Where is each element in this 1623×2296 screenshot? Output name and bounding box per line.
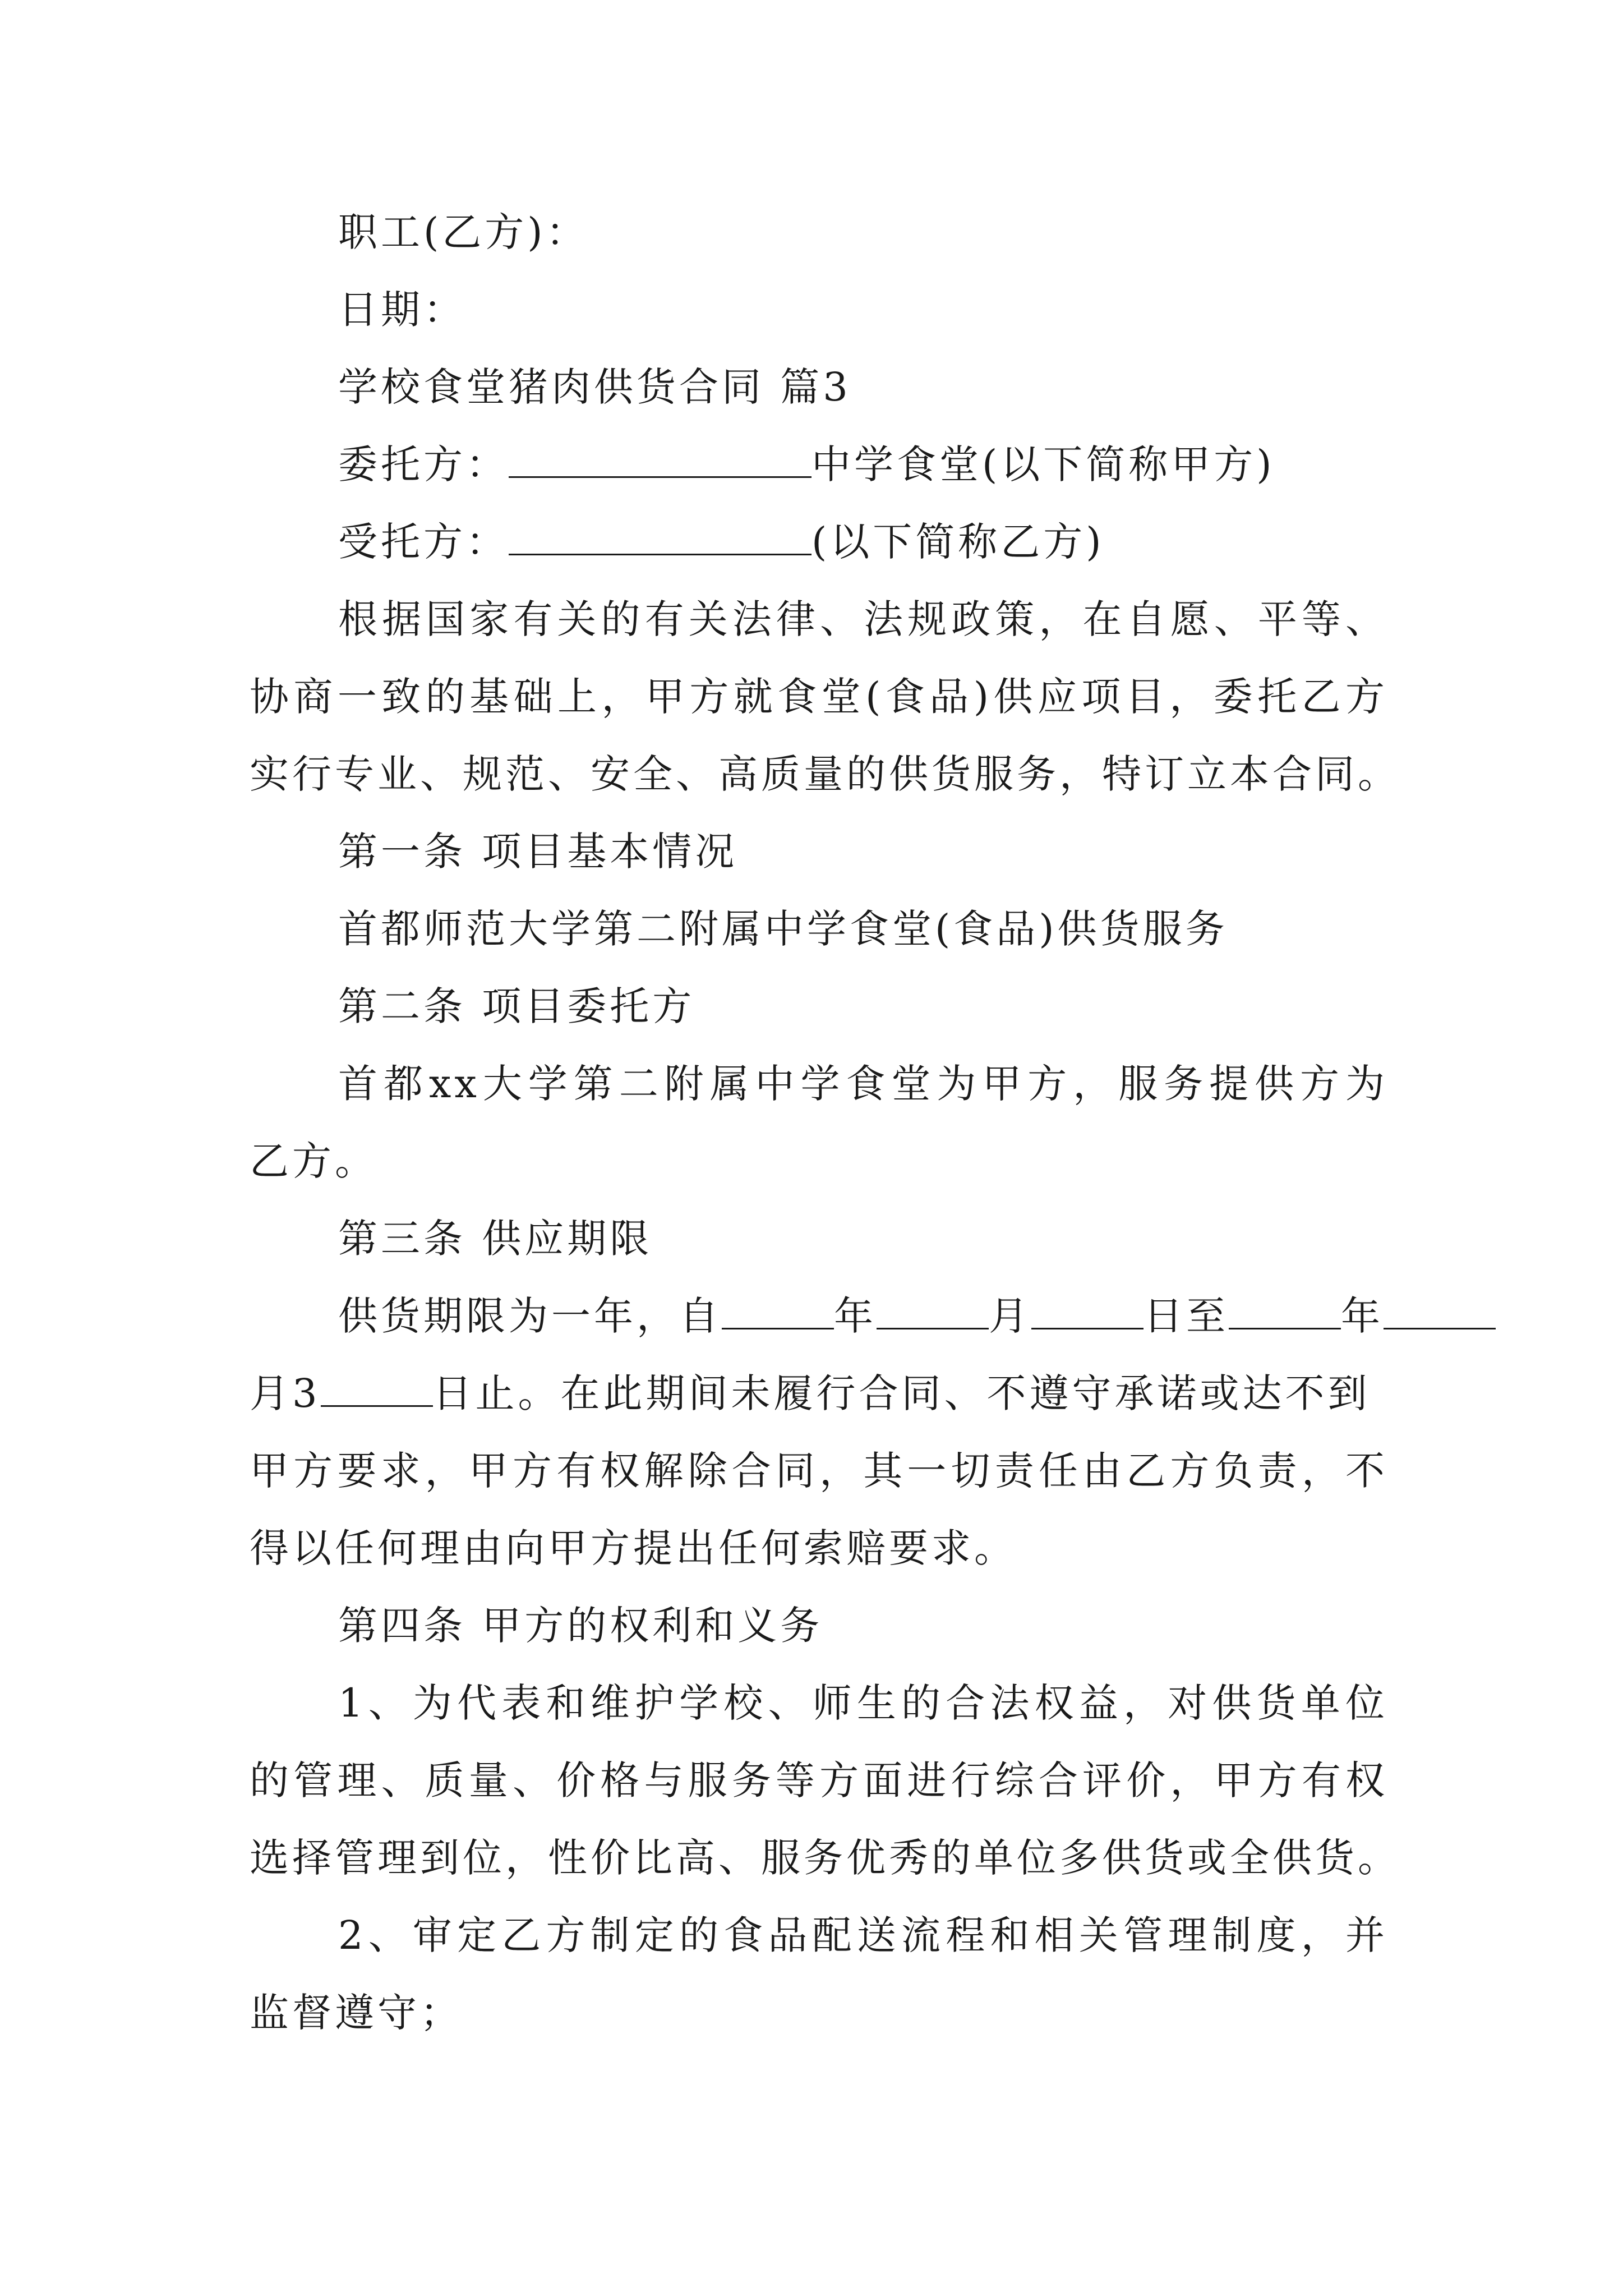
text: 第三条 供应期限 xyxy=(338,1216,653,1262)
label: 委托方： xyxy=(338,441,509,487)
text: 实行专业、规范、安全、高质量的供货服务，特订立本合同。 xyxy=(250,751,1400,797)
text: 月 xyxy=(989,1293,1031,1339)
paragraph-line xyxy=(250,658,1388,735)
text: 学校食堂猪肉供货合同 篇3 xyxy=(338,364,851,410)
paragraph-line xyxy=(250,1510,1388,1587)
text: 年 xyxy=(834,1293,877,1339)
section-title xyxy=(250,348,1388,426)
text: 首都师范大学第二附属中学食堂(食品)供货服务 xyxy=(338,906,1228,952)
fill-blank xyxy=(722,1294,834,1329)
paragraph-line xyxy=(250,1432,1388,1510)
date-line xyxy=(250,271,1388,348)
text: 第一条 项目基本情况 xyxy=(338,829,738,875)
fill-blank xyxy=(509,520,811,555)
text: 供货期限为一年，自 xyxy=(338,1293,722,1339)
text: 协商一致的基础上，甲方就食堂(食品)供应项目，委托乙方 xyxy=(250,674,1388,720)
paragraph-line xyxy=(250,1819,1400,1897)
text: 日止。在此期间未履行合同、不遵守承诺或达不到 xyxy=(432,1370,1371,1416)
paragraph-line xyxy=(250,1122,1388,1200)
paragraph-line xyxy=(250,1974,1388,2051)
article-heading xyxy=(250,1587,1388,1664)
text: 第二条 项目委托方 xyxy=(338,983,695,1029)
client-party-line xyxy=(250,426,1388,503)
supply-period-line xyxy=(250,1355,1388,1432)
text: 1、为代表和维护学校、师生的合法权益，对供货单位 xyxy=(338,1680,1388,1726)
fill-blank xyxy=(1384,1294,1496,1329)
contractor-party-line xyxy=(250,503,1388,581)
fill-blank xyxy=(321,1372,433,1407)
paragraph-line xyxy=(250,1045,1388,1122)
text: (以下简称乙方) xyxy=(811,519,1105,565)
label: 受托方： xyxy=(338,519,509,565)
text: 日至 xyxy=(1144,1293,1229,1339)
text: 第四条 甲方的权利和义务 xyxy=(338,1603,823,1649)
text: 中学食堂(以下简称甲方) xyxy=(811,441,1275,487)
text: 的管理、质量、价格与服务等方面进行综合评价，甲方有权 xyxy=(250,1757,1388,1803)
paragraph-line xyxy=(250,890,1388,968)
supply-period-line xyxy=(250,1277,1388,1355)
text: 首都xx大学第二附属中学食堂为甲方，服务提供方为 xyxy=(338,1061,1388,1107)
paragraph-line xyxy=(250,1664,1388,1742)
text: 得以任何理由向甲方提出任何索赔要求。 xyxy=(250,1525,1017,1571)
text: 年 xyxy=(1341,1293,1384,1339)
text: 月3 xyxy=(250,1370,321,1416)
text: 选择管理到位，性价比高、服务优秀的单位多供货或全供货。 xyxy=(250,1835,1400,1881)
article-heading xyxy=(250,813,1388,890)
article-heading xyxy=(250,1200,1388,1277)
document-body xyxy=(250,194,1400,2051)
paragraph-line xyxy=(250,1742,1388,1819)
employee-signature-line xyxy=(250,194,1388,271)
text: 职工(乙方)： xyxy=(338,209,589,255)
fill-blank xyxy=(509,443,811,478)
text: 监督遵守； xyxy=(250,1990,463,2036)
text: 2、审定乙方制定的食品配送流程和相关管理制度，并 xyxy=(338,1912,1388,1958)
fill-blank xyxy=(1229,1294,1341,1329)
text: 日期： xyxy=(338,287,466,333)
article-heading xyxy=(250,968,1388,1045)
text: 乙方。 xyxy=(250,1138,377,1184)
paragraph-line xyxy=(250,1897,1388,1974)
text: 根据国家有关的有关法律、法规政策，在自愿、平等、 xyxy=(338,596,1388,642)
paragraph-line xyxy=(250,735,1400,813)
text: 甲方要求，甲方有权解除合同，其一切责任由乙方负责，不 xyxy=(250,1448,1388,1494)
fill-blank xyxy=(1031,1294,1144,1329)
fill-blank xyxy=(877,1294,989,1329)
paragraph-line xyxy=(250,581,1388,658)
